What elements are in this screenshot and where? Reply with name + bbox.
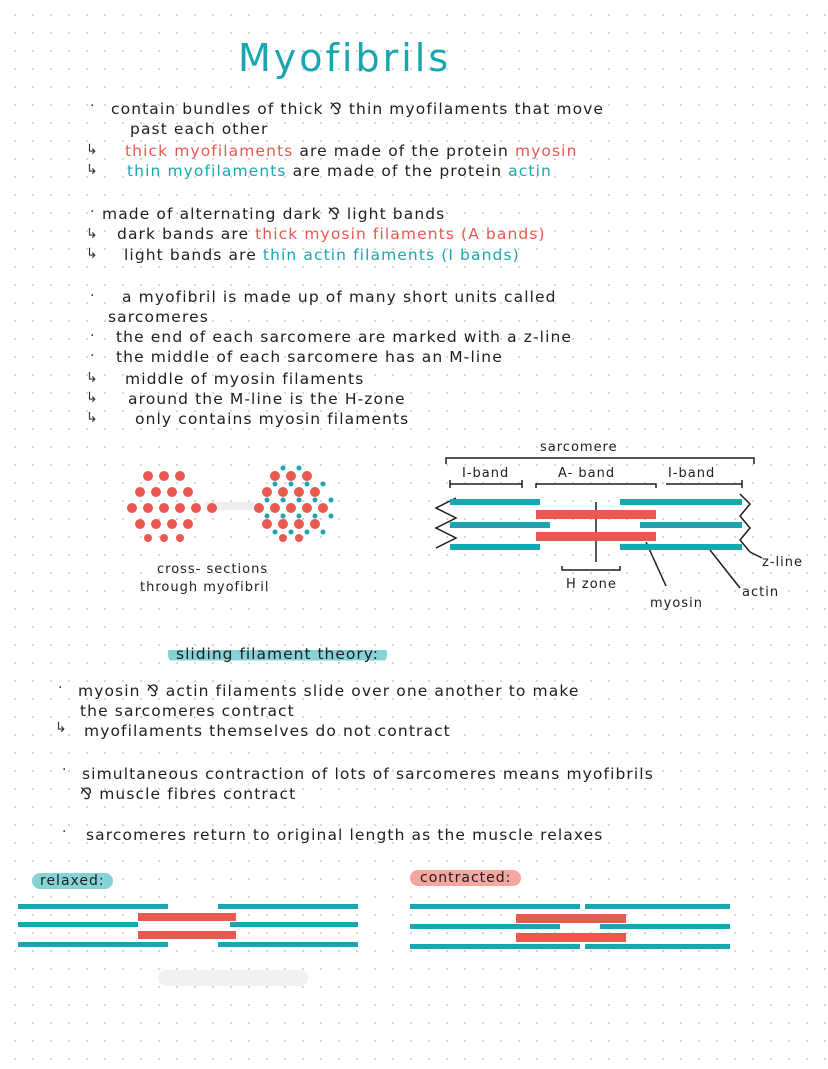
text-line: the sarcomeres contract	[80, 702, 295, 720]
myosin-label: myosin	[650, 596, 703, 611]
text-line: only contains myosin filaments	[135, 410, 410, 428]
arrow-bullet-icon: ↳	[86, 142, 98, 158]
arrow-bullet-icon: ↳	[86, 162, 98, 178]
plain-text: are made of the protein	[293, 142, 515, 160]
text-line: the end of each sarcomere are marked with a z-line	[116, 328, 573, 346]
cross-section-label: cross- sections	[157, 562, 269, 577]
relaxed-label	[32, 870, 113, 889]
text-line: made of alternating dark ⅋ light bands	[102, 205, 446, 223]
bullet-dot: ·	[90, 328, 95, 344]
arrow-bullet-icon: ↳	[86, 410, 98, 426]
arrow-bullet-icon: ↳	[86, 226, 98, 242]
arrow-bullet-icon: ↳	[86, 390, 98, 406]
bullet-dot: ·	[90, 348, 95, 364]
arrow-bullet-icon: ↳	[86, 370, 98, 386]
text-line: past each other	[130, 120, 269, 138]
text-line: contain bundles of thick ⅋ thin myofilaments that move	[111, 100, 605, 118]
highlight-text: actin	[508, 162, 552, 180]
faded-smudge	[158, 970, 308, 986]
text-line	[117, 225, 546, 244]
cross-section-diagram	[120, 462, 340, 542]
highlight-text: thick myofilaments	[125, 142, 294, 160]
actin-label: actin	[742, 585, 780, 600]
a-band-label: A- band	[558, 466, 616, 481]
theory-heading	[168, 645, 387, 663]
i-band-left-label: I-band	[462, 466, 510, 481]
text-line: a myofibril is made up of many short units called	[122, 288, 557, 306]
plain-text: dark bands are	[117, 225, 256, 243]
highlight-text: thin actin filaments	[262, 246, 436, 264]
bullet-dot: ·	[58, 680, 63, 696]
bullet-dot: ·	[62, 762, 67, 778]
bullet-dot: ·	[90, 204, 95, 220]
text-line: myofilaments themselves do not contract	[84, 722, 451, 740]
text-line: the middle of each sarcomere has an M-line	[116, 348, 503, 366]
text-line: around the M-line is the H-zone	[128, 390, 406, 408]
contracted-actin	[410, 904, 730, 949]
text-line: sarcomeres	[108, 308, 209, 326]
theory-heading-text: sliding filament theory:	[168, 645, 387, 663]
highlight-text: (A bands)	[455, 225, 546, 243]
sarcomere-label: sarcomere	[540, 440, 618, 455]
contracted-label	[410, 867, 521, 886]
page-title: Myofibrils	[238, 36, 452, 80]
plain-text: light bands are	[124, 246, 263, 264]
text-line: middle of myosin filaments	[125, 370, 365, 388]
myosin-dots-left	[127, 471, 217, 542]
highlight-text: (I bands)	[435, 246, 520, 264]
text-line: ⅋ muscle fibres contract	[80, 785, 297, 803]
cross-section-label: through myofibril	[140, 580, 270, 595]
relaxed-actin	[18, 904, 358, 947]
highlight-text: myosin	[514, 142, 578, 160]
text-line	[127, 162, 552, 181]
relaxed-sarcomere-diagram	[18, 900, 363, 956]
relaxed-label-text: relaxed:	[32, 873, 113, 889]
z-line-label: z-line	[762, 555, 803, 570]
bullet-dot: ·	[90, 288, 95, 304]
text-line	[125, 142, 578, 161]
arrow-bullet-icon: ↳	[55, 720, 67, 736]
h-zone-label: H zone	[566, 577, 617, 592]
i-band-right-label: I-band	[668, 466, 716, 481]
text-line: simultaneous contraction of lots of sarcomeres means myofibrils	[82, 765, 654, 783]
contracted-sarcomere-diagram	[410, 900, 735, 956]
bullet-dot: ·	[62, 824, 67, 840]
text-line: sarcomeres return to original length as the muscle relaxes	[86, 826, 604, 844]
contracted-label-text: contracted:	[410, 870, 521, 886]
bullet-dot: ·	[90, 98, 95, 114]
relaxed-myosin	[138, 913, 236, 939]
arrow-bullet-icon: ↳	[86, 246, 98, 262]
text-line	[124, 246, 520, 265]
highlight-text: thin myofilaments	[127, 162, 287, 180]
plain-text: are made of the protein	[286, 162, 509, 180]
highlight-text: thick myosin filaments	[255, 225, 456, 243]
text-line: myosin ⅋ actin filaments slide over one another to make	[78, 682, 580, 700]
